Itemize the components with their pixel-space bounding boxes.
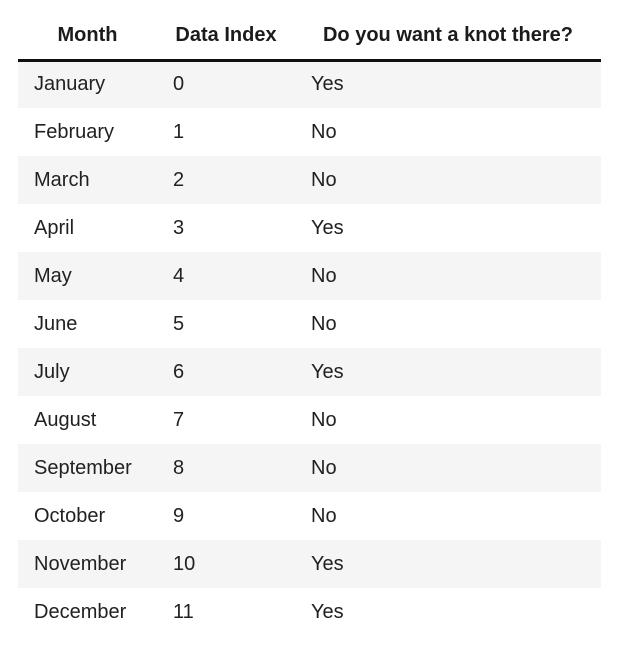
table-row [18, 540, 601, 588]
cell-knot-answer: No [295, 156, 601, 204]
cell-knot-answer: No [311, 504, 337, 527]
header-row [18, 0, 601, 60]
cell-month: February [34, 120, 115, 143]
column-header-knot-question: Do you want a knot there? [295, 0, 601, 60]
table-row [18, 492, 601, 540]
cell-knot-answer: Yes [311, 600, 344, 623]
cell-month: November [18, 540, 157, 588]
cell-month: June [34, 312, 78, 335]
table-row [18, 396, 601, 444]
column-header-month: Month [18, 0, 157, 60]
cell-month: December [34, 600, 127, 623]
cell-data-index: 7 [173, 408, 185, 431]
cell-data-index: 8 [157, 444, 295, 492]
cell-month: January [18, 60, 157, 108]
cell-month: October [34, 504, 106, 527]
cell-month: March [18, 156, 157, 204]
cell-month: April [34, 216, 75, 239]
cell-month: September [18, 444, 157, 492]
cell-knot-answer: No [295, 444, 601, 492]
table-row [18, 156, 601, 204]
cell-knot-answer: Yes [295, 348, 601, 396]
cell-data-index: 11 [173, 600, 194, 623]
column-header-data-index: Data Index [157, 0, 295, 60]
cell-knot-answer: No [311, 408, 337, 431]
table-header [18, 0, 601, 60]
cell-data-index: 10 [157, 540, 295, 588]
cell-month: July [18, 348, 157, 396]
table-row [18, 348, 601, 396]
cell-data-index: 6 [157, 348, 295, 396]
cell-knot-answer: No [311, 120, 337, 143]
cell-knot-answer: No [311, 312, 337, 335]
cell-month: August [34, 408, 97, 431]
cell-data-index: 2 [157, 156, 295, 204]
table-row [18, 444, 601, 492]
cell-data-index: 3 [173, 216, 185, 239]
cell-data-index: 0 [157, 60, 295, 108]
cell-knot-answer: Yes [295, 60, 601, 108]
table-row [18, 108, 601, 156]
knot-months-table [18, 0, 601, 636]
cell-data-index: 5 [173, 312, 185, 335]
table-row [18, 588, 601, 636]
cell-knot-answer: Yes [295, 540, 601, 588]
cell-knot-answer: Yes [311, 216, 344, 239]
table-body [18, 60, 601, 636]
table-row [18, 300, 601, 348]
cell-knot-answer: No [295, 252, 601, 300]
table-row [18, 204, 601, 252]
cell-data-index: 1 [173, 120, 185, 143]
cell-data-index: 4 [157, 252, 295, 300]
table-row [18, 60, 601, 108]
cell-month: May [18, 252, 157, 300]
table-row [18, 252, 601, 300]
cell-data-index: 9 [173, 504, 185, 527]
